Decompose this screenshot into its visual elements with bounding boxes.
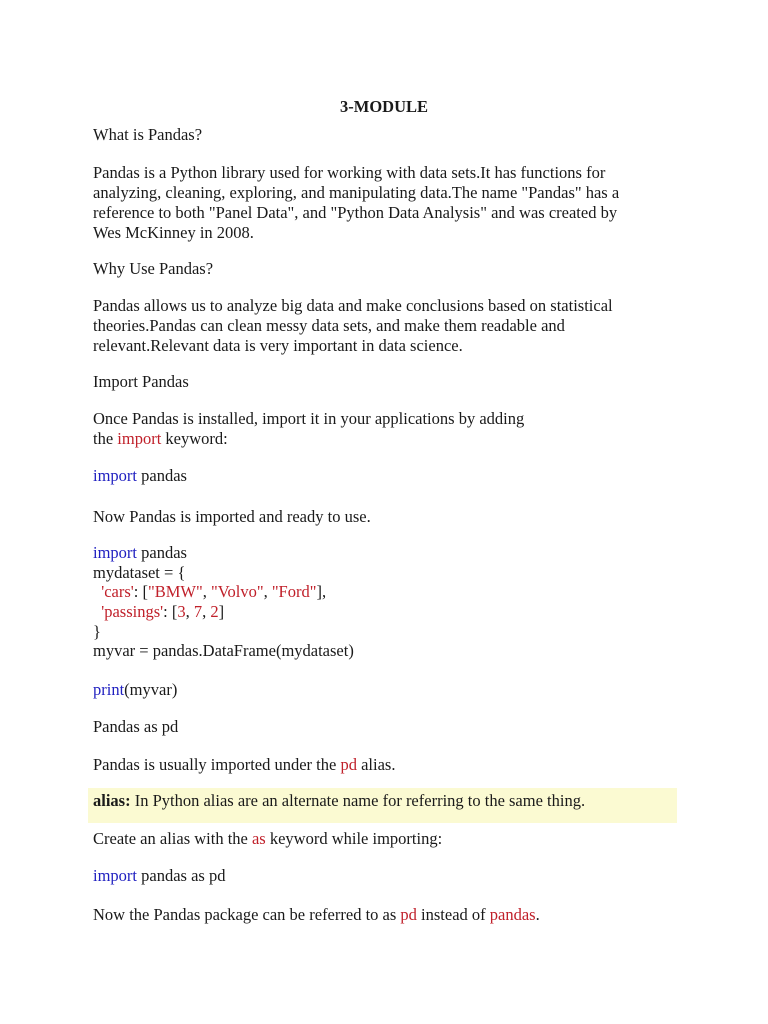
text-span: Now the Pandas package can be referred to as	[93, 905, 401, 924]
paragraph-line: reference to both "Panel Data", and "Python Data Analysis" and was created by	[93, 203, 618, 222]
code-number: 7	[193, 602, 203, 621]
text-span: alias.	[356, 755, 396, 774]
code-string: "BMW"	[147, 582, 203, 601]
code-text: ,	[263, 582, 272, 601]
paragraph-line: relevant.Relevant data is very important in data science.	[93, 336, 463, 355]
code-line	[93, 466, 187, 486]
code-line	[93, 866, 225, 886]
code-text: pandas	[137, 466, 187, 485]
code-line	[93, 582, 326, 602]
paragraph-line: Now Pandas is imported and ready to use.	[93, 507, 371, 526]
code-line	[93, 602, 224, 622]
code-line: }	[93, 622, 101, 641]
paragraph-line	[93, 905, 540, 925]
paragraph-line: Wes McKinney in 2008.	[93, 223, 254, 242]
paragraph-line: Pandas allows us to analyze big data and make conclusions based on statistical	[93, 296, 613, 315]
code-line: myvar = pandas.DataFrame(mydataset)	[93, 641, 354, 660]
keyword-highlight: pd	[400, 905, 417, 924]
paragraph-line	[93, 829, 442, 849]
text-span: Create an alias with the	[93, 829, 252, 848]
code-keyword: import	[93, 866, 137, 885]
code-keyword: import	[93, 543, 137, 562]
text-span: keyword while importing:	[265, 829, 443, 848]
paragraph-line: analyzing, cleaning, exploring, and manipulating data.The name "Pandas" has a	[93, 183, 620, 202]
page-title: 3-MODULE	[340, 97, 428, 116]
code-text: ]	[218, 602, 225, 621]
code-text: : [	[163, 602, 178, 621]
code-text: pandas as pd	[137, 866, 226, 885]
text-span: the	[93, 429, 118, 448]
note-text: In Python alias are an alternate name for referring to the same thing.	[130, 791, 586, 810]
code-text: : [	[133, 582, 148, 601]
paragraph-line	[93, 755, 395, 775]
code-keyword: import	[93, 466, 137, 485]
paragraph-line: Pandas is a Python library used for working with data sets.It has functions for	[93, 163, 606, 182]
code-line	[93, 680, 177, 700]
code-line: mydataset = {	[93, 563, 186, 582]
keyword-highlight: import	[117, 429, 162, 448]
code-text: ],	[316, 582, 327, 601]
heading-pandas-as-pd: Pandas as pd	[93, 717, 179, 736]
keyword-highlight: as	[251, 829, 266, 848]
note-line	[93, 791, 585, 811]
code-text: pandas	[137, 543, 187, 562]
text-span: .	[535, 905, 540, 924]
code-number: 2	[210, 602, 219, 621]
code-string: 'passings'	[93, 602, 164, 621]
code-text: (myvar)	[124, 680, 178, 699]
heading-why-use-pandas: Why Use Pandas?	[93, 259, 214, 278]
code-text: ,	[202, 582, 211, 601]
code-string: "Volvo"	[210, 582, 264, 601]
code-number: 3	[177, 602, 186, 621]
keyword-highlight: pd	[340, 755, 357, 774]
heading-import-pandas: Import Pandas	[93, 372, 189, 391]
note-label: alias:	[93, 791, 131, 810]
paragraph-line: theories.Pandas can clean messy data sets, and make them readable and	[93, 316, 565, 335]
text-span: Pandas is usually imported under the	[93, 755, 341, 774]
code-line	[93, 543, 187, 563]
code-text: ,	[202, 602, 211, 621]
keyword-highlight: pandas	[489, 905, 536, 924]
paragraph-line	[93, 429, 228, 449]
text-span: instead of	[416, 905, 490, 924]
text-span: keyword:	[161, 429, 228, 448]
code-string: "Ford"	[271, 582, 317, 601]
heading-what-is-pandas: What is Pandas?	[93, 125, 203, 144]
code-string: 'cars'	[93, 582, 134, 601]
code-text: ,	[185, 602, 194, 621]
paragraph-line: Once Pandas is installed, import it in your applications by adding	[93, 409, 525, 428]
code-keyword: print	[93, 680, 125, 699]
